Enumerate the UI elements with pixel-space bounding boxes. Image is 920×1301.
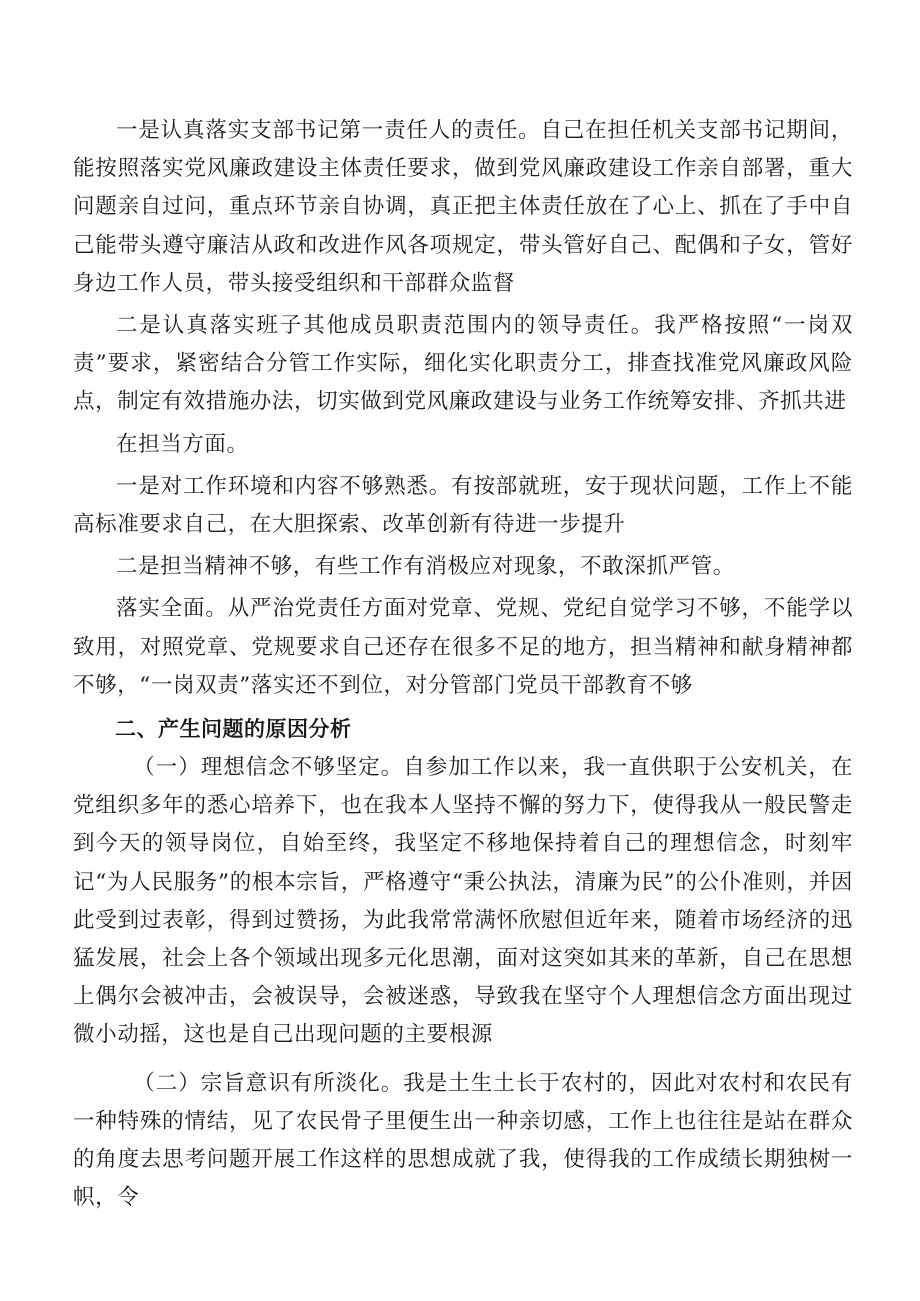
paragraph-ideals-and-beliefs: （一）理想信念不够坚定。自参加工作以来，我一直供职于公安机关，在党组织多年的悉心培养下，也在我本人坚持不懈的努力下，使得我从一般民警走到今天的领导岗位，自始至终，我坚定不移地保持着自己的理想信念，时刻牢记“为人民服务”的根本宗旨，严格遵守“秉公执法，清廉为民”的公仆准则，并因此受到过表彰，得到过赞扬，为此我常常满怀欣慰但近年来，随着市场经济的迅猛发展，社会上各个领域出现多元化思潮，面对这突如其来的革新，自己在思想上偶尔会被冲击，会被误导，会被迷惑，导致我在坚守个人理想信念方面出现过微小动摇，这也是自己出现问题的主要根源 [73,755,853,1048]
document-body [73,112,853,1217]
section-heading-cause-analysis: 二、产生问题的原因分析 [115,717,352,742]
paragraph-branch-secretary-responsibility: 一是认真落实支部书记第一责任人的责任。自己在担任机关支部书记期间，能按照落实党风廉政建设主体责任要求，做到党风廉政建设工作亲自部署，重大问题亲自过问，重点环节亲自协调，真正把主体责任放在了心上、抓在了手中自己能带头遵守廉洁从政和改进作风各项规定，带头管好自己、配偶和子女，管好身边工作人员，带头接受组织和干部群众监督 [73,118,853,296]
paragraph-insufficient-responsibility: 二是担当精神不够，有些工作有消极应对现象，不敢深抓严管。 [116,554,735,580]
paragraph-unfamiliar-environment: 一是对工作环境和内容不够熟悉。有按部就班，安于现状问题，工作上不能高标准要求自己，在大胆探索、改革创新有待进一步提升 [73,473,853,538]
paragraph-purpose-awareness: （二）宗旨意识有所淡化。我是土生土长于农村的，因此对农村和农民有一种特殊的情结，见了农民骨子里便生出一种亲切感，工作上也往往是站在群众的角度去思考问题开展工作这样的思想成就了我，使得我的工作成绩长期独树一帜，令 [73,1070,853,1211]
paragraph-implementation: 落实全面。从严治党责任方面对党章、党规、党纪自觉学习不够，不能学以致用，对照党章、党规要求自己还存在很多不足的地方，担当精神和献身精神都不够，“一岗双责”落实还不到位，对分管部门党员干部教育不够 [73,596,853,698]
paragraph-leadership-responsibility: 二是认真落实班子其他成员职责范围内的领导责任。我严格按照“一岗双责”要求，紧密结合分管工作实际，细化实化职责分工，排查找准党风廉政风险点，制定有效措施办法，切实做到党风廉政建设与业务工作统筹安排、齐抓共进 [73,313,853,415]
paragraph-responsibility-aspect: 在担当方面。 [116,431,249,457]
